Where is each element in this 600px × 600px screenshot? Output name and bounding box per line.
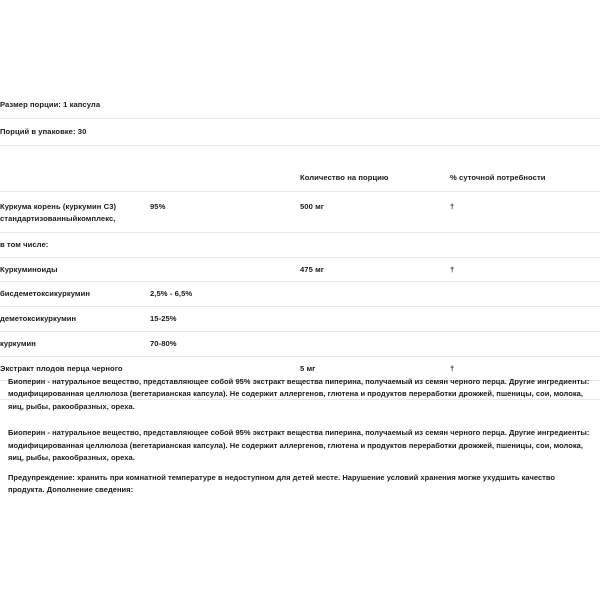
- row-name: бисдеметоксикуркумин: [0, 289, 90, 299]
- table-spacer-row: [0, 145, 600, 164]
- row-name: Куркуминоиды: [0, 264, 58, 274]
- row-percent: [150, 257, 300, 282]
- ingredient-note-text: - натуральное вещество, представляющее собой 95% экстракт вещества пиперина, получаемый из семян черного перца. Другие ингредиенты: модифицированная целлюлоза (вегетарианская капсула). Не содержит аллергенов, глютена и продуктов переработки дрожжей, пшеницы, сои, молока, яиц, рыбы, ракообразных, ореха.: [8, 428, 590, 462]
- ingredient-note-text: - натуральное вещество, представляющее собой 95% экстракт вещества пиперина, получаемый из семян черного перца. Другие ингредиенты: модифицированная целлюлоза (вегетарианская капсула). Не содержит аллергенов, глютена и продуктов переработки дрожжей, пшеницы, сои, молока, яиц, рыбы, ракообразных, ореха.: [8, 377, 590, 411]
- table-header-row: [0, 164, 600, 192]
- ingredient-note-1: [8, 376, 592, 413]
- row-daily-value: [450, 307, 600, 332]
- row-daily-value: [450, 282, 600, 307]
- row-name: деметоксикуркумин: [0, 314, 77, 324]
- header-percent-cell: [150, 164, 300, 192]
- header-daily-value: % суточной потребности: [450, 172, 546, 182]
- row-amount: [300, 331, 450, 356]
- row-amount: [300, 232, 450, 257]
- row-amount: 500 мг: [300, 202, 325, 212]
- table-row: [0, 282, 600, 307]
- row-name: в том числе:: [0, 239, 49, 249]
- servings-per-container-text: Порций в упаковке: 30: [0, 126, 87, 136]
- row-name: куркумин: [0, 338, 36, 348]
- row-percent: 95%: [150, 202, 166, 212]
- row-percent: 2,5% - 6,5%: [150, 289, 193, 299]
- row-name: Куркума корень (куркумин C3) стандартизованныйкомплекс,: [0, 202, 117, 224]
- row-daily-value: [450, 232, 600, 257]
- row-amount: 475 мг: [300, 264, 325, 274]
- row-amount: [300, 282, 450, 307]
- row-daily-value: †: [450, 202, 455, 212]
- table-body: [0, 92, 600, 400]
- row-amount: 5 мг: [300, 363, 316, 373]
- table-row: [0, 232, 600, 257]
- row-daily-value: †: [450, 363, 455, 373]
- row-daily-value: †: [450, 264, 455, 274]
- row-name: Экстракт плодов перца черного: [0, 363, 123, 373]
- supplement-facts-table: [0, 92, 600, 400]
- row-percent: [150, 232, 300, 257]
- row-daily-value: [450, 331, 600, 356]
- table-row: [0, 307, 600, 332]
- row-percent: 70-80%: [150, 338, 177, 348]
- row-percent: 15-25%: [150, 314, 177, 324]
- row-amount: [300, 307, 450, 332]
- servings-per-container-row: [0, 118, 600, 145]
- table-row: [0, 192, 600, 233]
- table-row: [0, 331, 600, 356]
- serving-size-row: [0, 92, 600, 118]
- header-name-cell: [0, 164, 150, 192]
- table-row: [0, 257, 600, 282]
- warning-text: Предупреждение: хранить при комнатной температуре в недоступном для детей месте. Нарушение условий хранения могже ухудшить качество продукта. Дополнение сведения:: [8, 473, 556, 495]
- ingredient-note-2: [8, 427, 592, 464]
- brand-name: Биоперин: [8, 377, 46, 386]
- brand-name: Биоперин: [8, 428, 46, 438]
- serving-size-text: Размер порции: 1 капсула: [0, 100, 101, 109]
- spacer-cell: [0, 145, 600, 164]
- ingredient-notes: [8, 376, 592, 464]
- header-amount-per-serving: Количество на порцию: [300, 172, 389, 182]
